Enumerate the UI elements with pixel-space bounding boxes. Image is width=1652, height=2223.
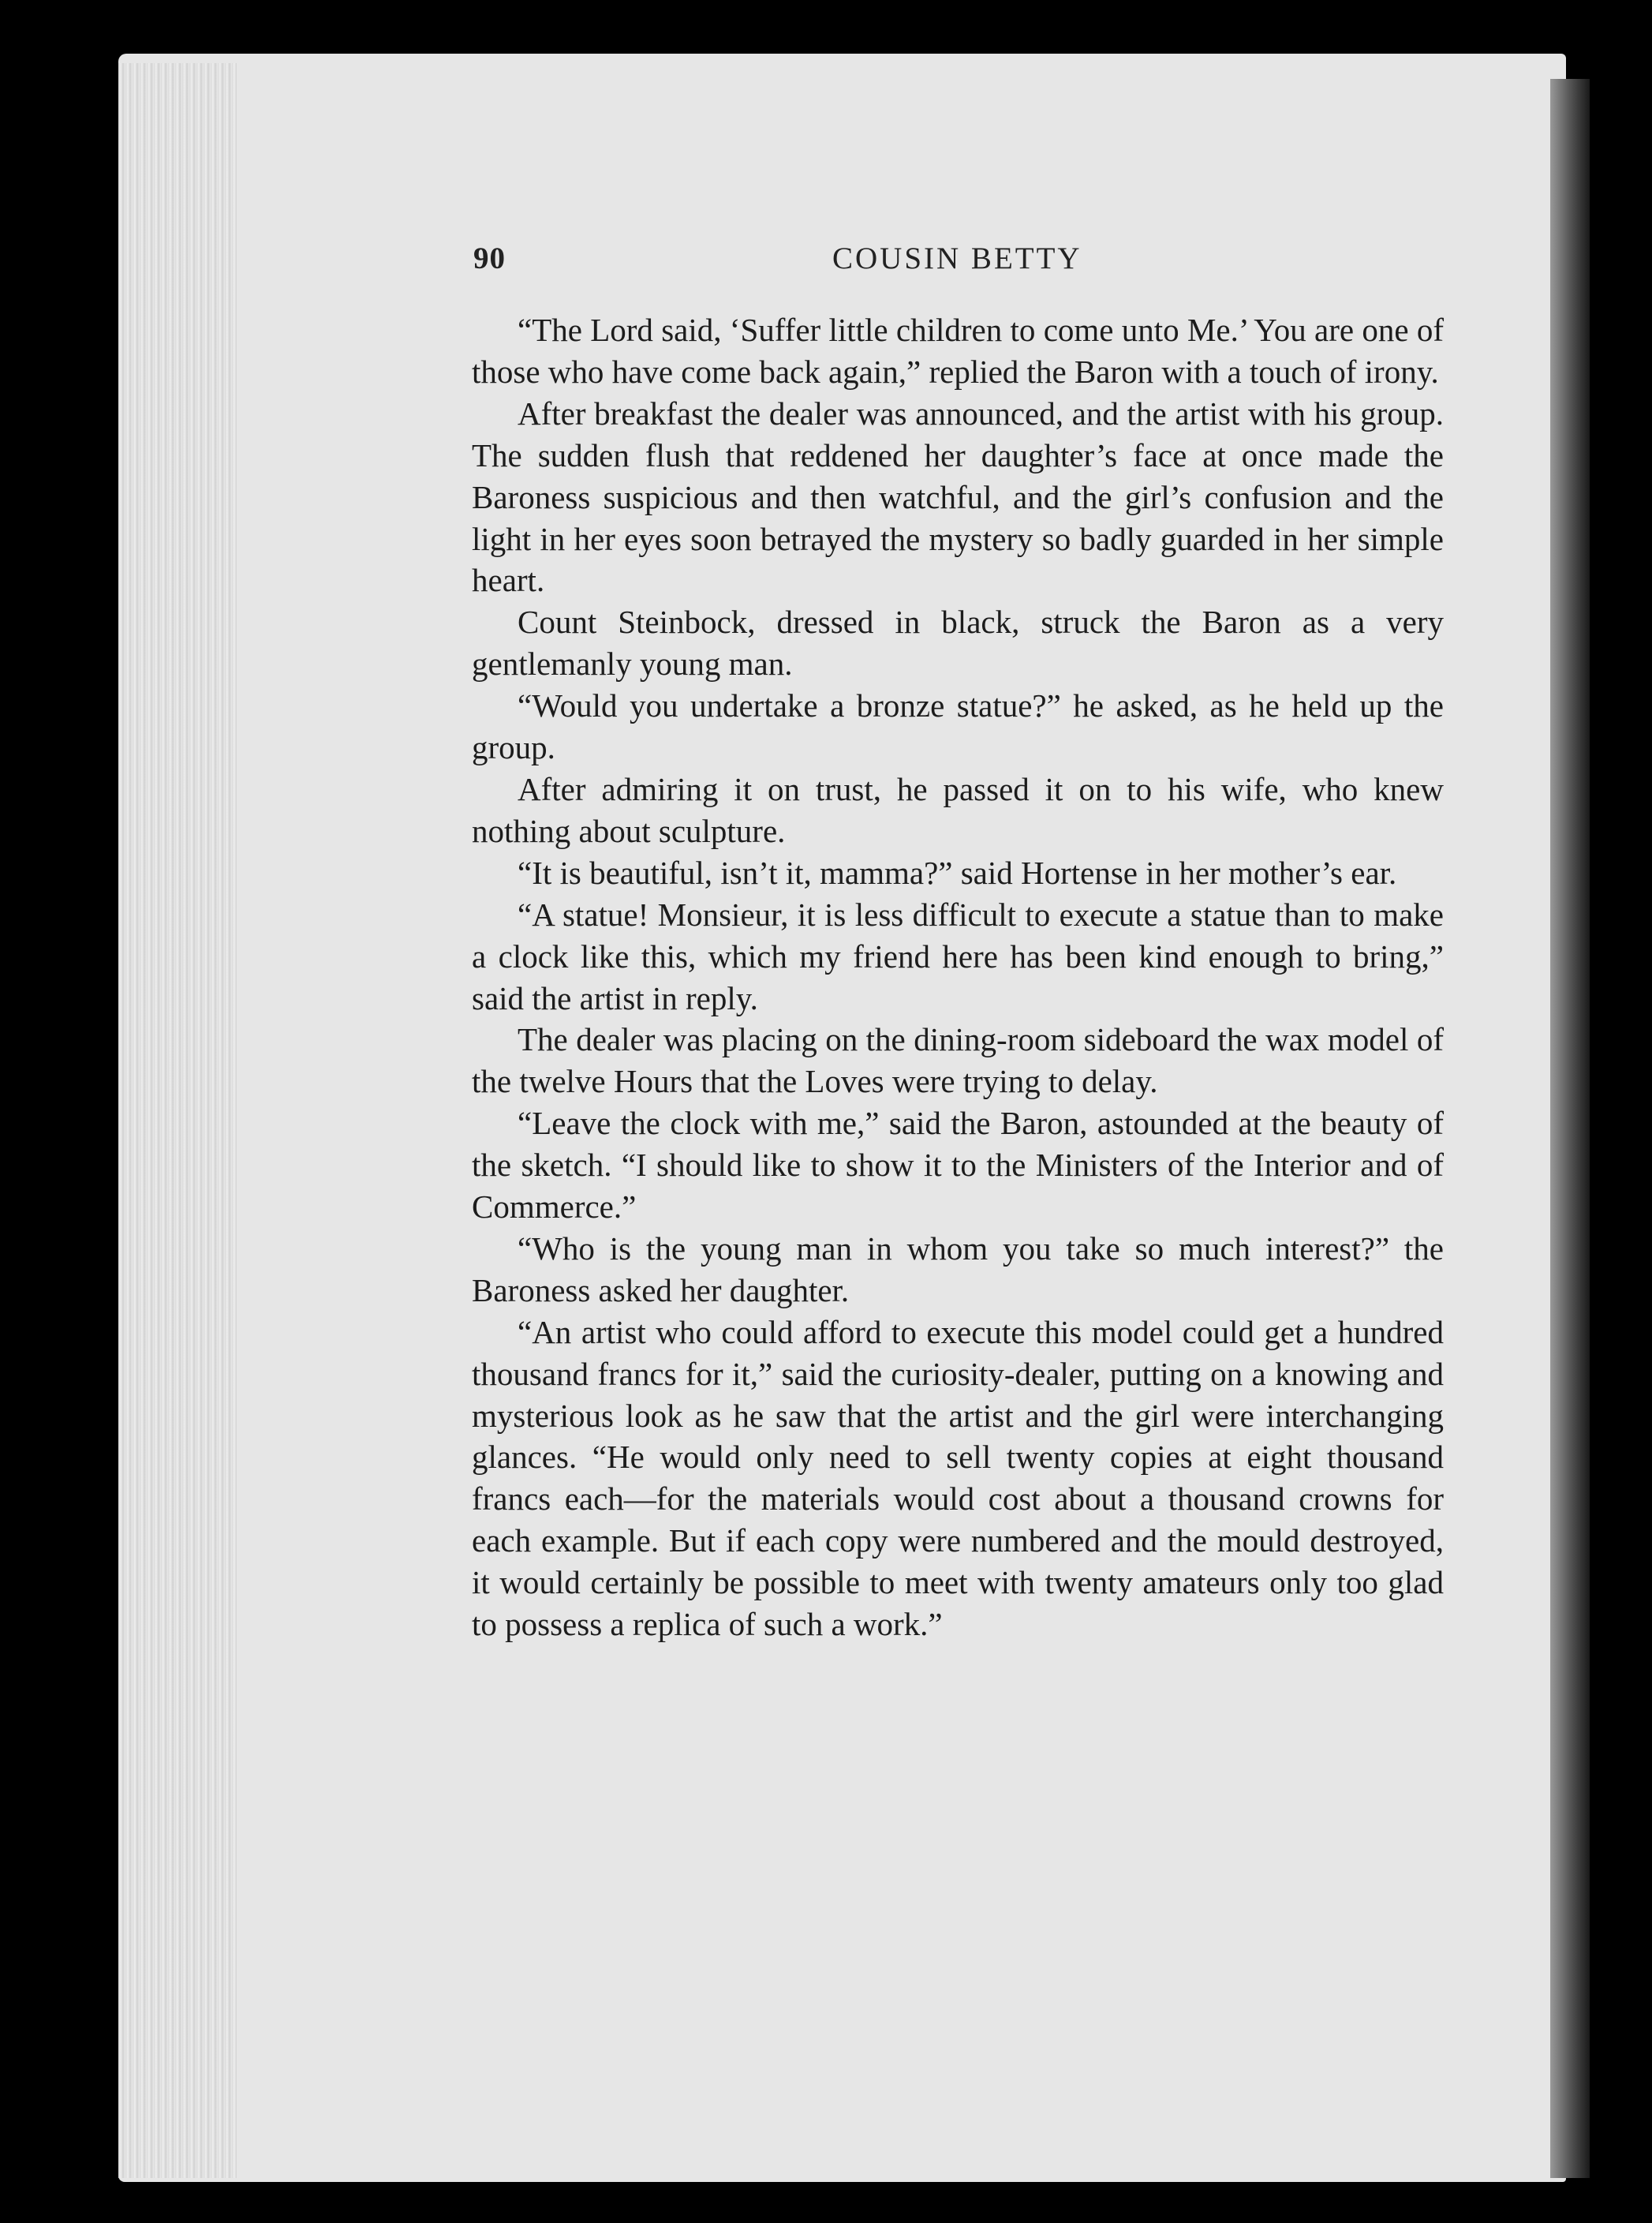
page-edges	[118, 63, 237, 2178]
text-body	[472, 309, 1444, 1645]
paragraph: Count Steinbock, dressed in black, struck the Baron as a very gentlemanly young man.	[472, 604, 1444, 683]
page-number: 90	[473, 241, 506, 275]
paragraph: “Who is the young man in whom you take so much interest?” the Baroness asked her daughter.	[472, 1229, 1444, 1308]
running-head	[473, 241, 1531, 280]
paragraph: “Would you undertake a bronze statue?” he asked, as he held up the group.	[472, 687, 1444, 766]
paragraph: The dealer was placing on the dining-room sideboard the wax model of the twelve Hours that the Loves were trying to delay.	[472, 1021, 1444, 1100]
binding-shadow	[1550, 79, 1590, 2178]
paragraph: After breakfast the dealer was announced, and the artist with his group. The sudden flush that reddened her daughter’s face at once made the Baroness suspicious and then watchful, and the girl’s confusion and the light in her eyes soon betrayed the mystery so badly guarded in her simple heart.	[472, 395, 1444, 599]
paragraph: “A statue! Monsieur, it is less difficult to execute a statue than to make a clock like this, which my friend here has been kind enough to bring,” said the artist in reply.	[472, 896, 1444, 1016]
paragraph: “The Lord said, ‘Suffer little children to come unto Me.’ You are one of those who have come back again,” replied the Baron with a touch of irony.	[472, 312, 1444, 390]
paragraph: After admiring it on trust, he passed it on to his wife, who knew nothing about sculpture.	[472, 770, 1444, 849]
paragraph: “Leave the clock with me,” said the Baron, astounded at the beauty of the sketch. “I should like to show it to the Ministers of the Interior and of Commerce.”	[472, 1105, 1444, 1226]
running-title: COUSIN BETTY	[832, 241, 1082, 275]
paragraph: “An artist who could afford to execute this model could get a hundred thousand francs for it,” said the curiosity-dealer, putting on a knowing and mysterious look as he saw that the artist and the girl were interchanging glances. “He would only need to sell twenty copies at eight thousand francs each—for the materials would cost about a thousand crowns for each example. But if each copy were numbered and the mould destroyed, it would certainly be possible to meet with twenty amateurs only too glad to possess a replica of such a work.”	[472, 1313, 1444, 1643]
paragraph: “It is beautiful, isn’t it, mamma?” said Hortense in her mother’s ear.	[518, 854, 1397, 891]
